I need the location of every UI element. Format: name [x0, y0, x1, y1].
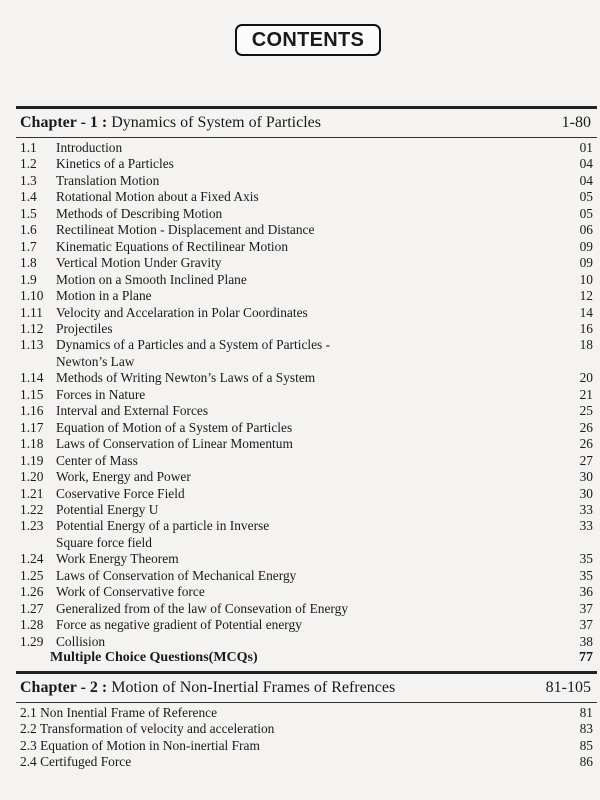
entry-number: 1.14 [20, 370, 44, 386]
entry-page: 12 [579, 288, 593, 304]
chapter-2-section [16, 671, 597, 771]
entry-title: Kinematic Equations of Rectilinear Motion [56, 238, 289, 254]
toc-entry [16, 255, 597, 271]
entry-page: 37 [579, 600, 593, 616]
entry-page: 04 [579, 172, 593, 188]
entry-number: 1.10 [20, 288, 44, 304]
entry-title: Work Energy Theorem [56, 551, 179, 567]
entry-number: 1.25 [20, 567, 44, 583]
entry-page: 14 [579, 304, 593, 320]
toc-entry [16, 634, 597, 650]
toc-entry [16, 305, 597, 321]
entry-title: Generalized from of the law of Consevation of Energy [56, 600, 349, 616]
entry-title: Force as negative gradient of Potential energy [56, 617, 302, 633]
chapter-1-title: Dynamics of System of Particles [111, 114, 321, 131]
entry-title: Coservative Force Field [56, 485, 185, 501]
entry-page: 18 [579, 337, 593, 353]
entry-page: 81 [579, 705, 593, 720]
toc-entry [16, 272, 597, 288]
entry-number: 1.11 [20, 304, 43, 320]
toc-entry [16, 584, 597, 600]
entry-title: Laws of Conservation of Linear Momentum [56, 436, 293, 452]
toc-entry [16, 288, 597, 304]
entry-title: 2.2 Transformation of velocity and acceleration [20, 721, 275, 737]
entry-number: 1.18 [20, 436, 44, 452]
entry-title: Work of Conservative force [56, 584, 205, 600]
toc-entry [16, 222, 597, 238]
entry-title: Projectiles [56, 320, 113, 336]
entry-title: Kinetics of a Particles [56, 156, 174, 172]
entry-page: 35 [579, 551, 593, 567]
entry-number: 1.16 [20, 403, 44, 419]
entry-title: Center of Mass [56, 452, 138, 468]
toc-entry [16, 502, 597, 518]
entry-page: 38 [579, 633, 593, 649]
entry-number: 1.6 [20, 222, 37, 238]
entry-number: 1.9 [20, 271, 37, 287]
toc-entry [16, 420, 597, 436]
chapter-1-heading [20, 114, 321, 132]
entry-page: 16 [579, 320, 593, 336]
entry-page: 26 [579, 419, 593, 435]
chapter-1-entries [16, 138, 597, 667]
entry-number: 1.2 [20, 156, 37, 172]
entry-page: 35 [579, 567, 593, 583]
entry-page: 04 [579, 156, 593, 172]
chapter-2-label: Chapter - 2 : [20, 679, 108, 696]
entry-number: 1.21 [20, 485, 44, 501]
entry-title: Equation of Motion of a System of Particles [56, 419, 293, 435]
toc-entry [16, 601, 597, 617]
entry-page: 86 [579, 754, 593, 770]
entry-title: Collision [56, 633, 106, 649]
chapter-1-section [16, 106, 597, 667]
toc-entry [16, 239, 597, 255]
entry-page: 30 [579, 485, 593, 501]
entry-page: 09 [579, 255, 593, 271]
entry-number: 1.17 [20, 419, 44, 435]
entry-title: 2.4 Certifuged Force [20, 754, 132, 770]
entry-title: Translation Motion [56, 172, 160, 188]
chapter-2-entries [16, 703, 597, 771]
entry-page: 20 [579, 370, 593, 386]
toc-entry [16, 568, 597, 584]
toc-entry [16, 617, 597, 633]
toc-entry [16, 189, 597, 205]
entry-number: 1.15 [20, 386, 44, 402]
entry-page: 01 [579, 140, 593, 155]
toc-entry [16, 156, 597, 172]
entry-page: 36 [579, 584, 593, 600]
entry-title: 2.1 Non Inential Frame of Reference [20, 705, 218, 720]
entry-number: 1.22 [20, 501, 44, 517]
entry-page: 10 [579, 271, 593, 287]
entry-page: 33 [579, 501, 593, 517]
toc-entry [16, 206, 597, 222]
entry-number: 1.26 [20, 584, 44, 600]
toc-entry [16, 140, 597, 156]
entry-number: 1.5 [20, 205, 37, 221]
entry-page: 06 [579, 222, 593, 238]
entry-number: 1.28 [20, 617, 44, 633]
toc-entry [16, 387, 597, 403]
entry-title: Rotational Motion about a Fixed Axis [56, 189, 259, 205]
entry-title: Dynamics of a Particles and a System of Particles - Newton’s Law [56, 337, 331, 369]
entry-title: Multiple Choice Questions(MCQs) [50, 650, 258, 666]
page-title: CONTENTS [251, 28, 365, 51]
entry-title: Methods of Describing Motion [56, 205, 223, 221]
toc-entry [16, 469, 597, 485]
entry-title: Methods of Writing Newton’s Laws of a System [56, 370, 316, 386]
entry-title: Potential Energy U [56, 501, 159, 517]
toc-entry [16, 518, 597, 551]
entry-number: 1.19 [20, 452, 44, 468]
chapter-2-pages: 81-105 [545, 679, 591, 696]
toc-entry [16, 453, 597, 469]
entry-title: Forces in Nature [56, 386, 146, 402]
entry-page: 85 [579, 737, 593, 753]
entry-page: 05 [579, 189, 593, 205]
toc-entry [16, 738, 597, 754]
entry-title: Laws of Conservation of Mechanical Energy [56, 567, 297, 583]
chapter-2-heading [20, 679, 395, 697]
toc-entry [16, 173, 597, 189]
entry-number: 1.3 [20, 172, 37, 188]
entry-number: 1.7 [20, 238, 37, 254]
entry-page: 37 [579, 617, 593, 633]
toc-entry [16, 721, 597, 737]
toc-entry [16, 337, 597, 370]
entry-title: Potential Energy of a particle in Inverse Square force field [56, 518, 270, 550]
toc-entry [16, 705, 597, 721]
entry-title: Introduction [56, 140, 123, 155]
chapter-1-label: Chapter - 1 : [20, 114, 108, 131]
toc-entry-mcq [16, 650, 597, 666]
entry-page: 27 [579, 452, 593, 468]
entry-page: 26 [579, 436, 593, 452]
toc-entry [16, 486, 597, 502]
entry-page: 77 [579, 650, 593, 666]
toc-entry [16, 551, 597, 567]
entry-title: Work, Energy and Power [56, 469, 191, 485]
entry-title: 2.3 Equation of Motion in Non-inertial Fram [20, 737, 260, 753]
entry-number: 1.29 [20, 633, 44, 649]
entry-number: 1.20 [20, 469, 44, 485]
entry-number: 1.27 [20, 600, 44, 616]
entry-number: 1.4 [20, 189, 37, 205]
toc-entry [16, 403, 597, 419]
entry-number: 1.23 [20, 518, 44, 534]
toc-entry [16, 370, 597, 386]
entry-title: Rectilineat Motion - Displacement and Distance [56, 222, 315, 238]
entry-page: 33 [579, 518, 593, 534]
chapter-2-title: Motion of Non-Inertial Frames of Refrences [111, 679, 396, 696]
toc-entry [16, 436, 597, 452]
entry-title: Motion in a Plane [56, 288, 152, 304]
chapter-2-header [16, 674, 597, 702]
entry-page: 83 [579, 721, 593, 737]
entry-title: Vertical Motion Under Gravity [56, 255, 222, 271]
chapter-1-pages: 1-80 [561, 114, 591, 131]
entry-page: 09 [579, 238, 593, 254]
entry-number: 1.1 [20, 140, 37, 155]
entry-page: 05 [579, 205, 593, 221]
entry-number: 1.12 [20, 320, 44, 336]
entry-page: 25 [579, 403, 593, 419]
entry-title: Motion on a Smooth Inclined Plane [56, 271, 247, 287]
entry-number: 1.8 [20, 255, 37, 271]
entry-title: Interval and External Forces [56, 403, 209, 419]
chapter-1-header [16, 109, 597, 137]
entry-title: Velocity and Accelaration in Polar Coordinates [56, 304, 308, 320]
entry-page: 30 [579, 469, 593, 485]
entry-number: 1.13 [20, 337, 44, 353]
contents-title-box [235, 24, 381, 56]
entry-page: 21 [579, 386, 593, 402]
toc-entry [16, 321, 597, 337]
toc-entry [16, 754, 597, 770]
entry-number: 1.24 [20, 551, 44, 567]
